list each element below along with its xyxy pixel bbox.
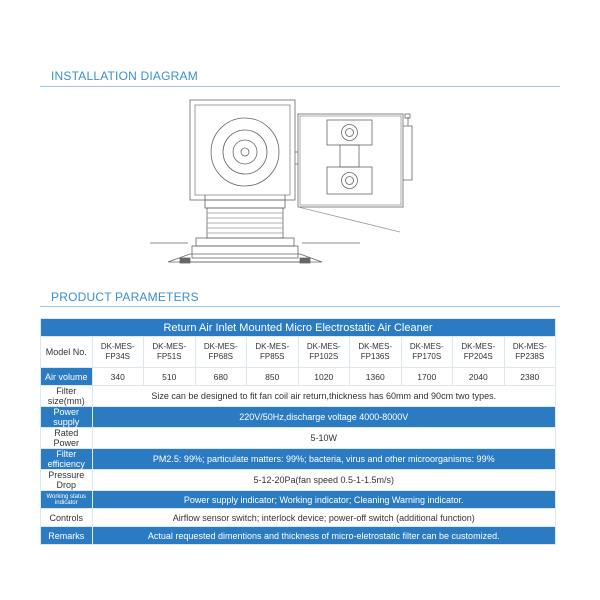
row-value: Actual requested dimentions and thickness of micro-eletrostatic filter can be customized. xyxy=(92,527,556,545)
installation-diagram-title: INSTALLATION DIAGRAM xyxy=(51,69,198,83)
model-cell: DK-MES- FP102S xyxy=(298,337,350,368)
air-volume-cell: 2040 xyxy=(453,368,505,386)
model-cell: DK-MES- FP204S xyxy=(453,337,505,368)
model-cell: DK-MES- FP68S xyxy=(195,337,247,368)
model-cell: DK-MES- FP136S xyxy=(350,337,402,368)
air-volume-cell: 680 xyxy=(195,368,247,386)
row-value: PM2.5: 99%; particulate matters: 99%; bacteria, virus and other microorganisms: 99% xyxy=(92,449,556,470)
table-row xyxy=(41,509,556,527)
row-label: Filter efficiency xyxy=(41,449,93,470)
table-row xyxy=(41,428,556,449)
model-cell: DK-MES- FP85S xyxy=(247,337,299,368)
installation-diagram xyxy=(150,92,440,277)
row-label: Rated Power xyxy=(41,428,93,449)
air-volume-cell: 2380 xyxy=(504,368,556,386)
model-cell: DK-MES- FP34S xyxy=(92,337,144,368)
fan-wheel xyxy=(211,118,279,186)
fitting-top xyxy=(342,125,358,141)
row-value: 220V/50Hz,discharge voltage 4000-8000V xyxy=(92,407,556,428)
table-row xyxy=(41,470,556,491)
table-row xyxy=(41,407,556,428)
coil-box xyxy=(298,114,403,207)
model-cell: DK-MES- FP238S xyxy=(504,337,556,368)
row-value: Power supply indicator; Working indicator; Cleaning Warning indicator. xyxy=(92,491,556,509)
air-volume-cell: 510 xyxy=(144,368,196,386)
air-volume-label: Air volume xyxy=(41,368,93,386)
model-cell: DK-MES- FP170S xyxy=(401,337,453,368)
parameters-title-rule xyxy=(40,306,560,307)
product-parameters-title: PRODUCT PARAMETERS xyxy=(51,290,199,304)
row-label: Remarks xyxy=(41,527,93,545)
parameters-table xyxy=(40,318,556,545)
air-volume-cell: 1020 xyxy=(298,368,350,386)
model-row xyxy=(41,337,556,368)
row-label: Power supply xyxy=(41,407,93,428)
fitting-bottom xyxy=(342,173,358,189)
installation-title-rule xyxy=(40,86,560,87)
table-title-row xyxy=(41,319,556,337)
model-label: Model No. xyxy=(41,337,93,368)
row-label: Controls xyxy=(41,509,93,527)
row-label: Working status indicator xyxy=(41,491,93,509)
row-label: Pressure Drop xyxy=(41,470,93,491)
air-volume-cell: 340 xyxy=(92,368,144,386)
table-row xyxy=(41,386,556,407)
air-volume-cell: 850 xyxy=(247,368,299,386)
air-volume-cell: 1360 xyxy=(350,368,402,386)
table-row xyxy=(41,491,556,509)
row-label: Filter size(mm) xyxy=(41,386,93,407)
row-value: Size can be designed to fit fan coil air return,thickness has 60mm and 90cm two types. xyxy=(92,386,556,407)
air-volume-cell: 1700 xyxy=(401,368,453,386)
table-title: Return Air Inlet Mounted Micro Electrostatic Air Cleaner xyxy=(41,319,556,337)
table-row xyxy=(41,527,556,545)
row-value: Airflow sensor switch; interlock device; power-off switch (additional function) xyxy=(92,509,556,527)
row-value: 5-10W xyxy=(92,428,556,449)
table-row xyxy=(41,449,556,470)
row-value: 5-12-20Pa(fan speed 0.5-1-1.5m/s) xyxy=(92,470,556,491)
air-volume-row xyxy=(41,368,556,386)
model-cell: DK-MES- FP51S xyxy=(144,337,196,368)
